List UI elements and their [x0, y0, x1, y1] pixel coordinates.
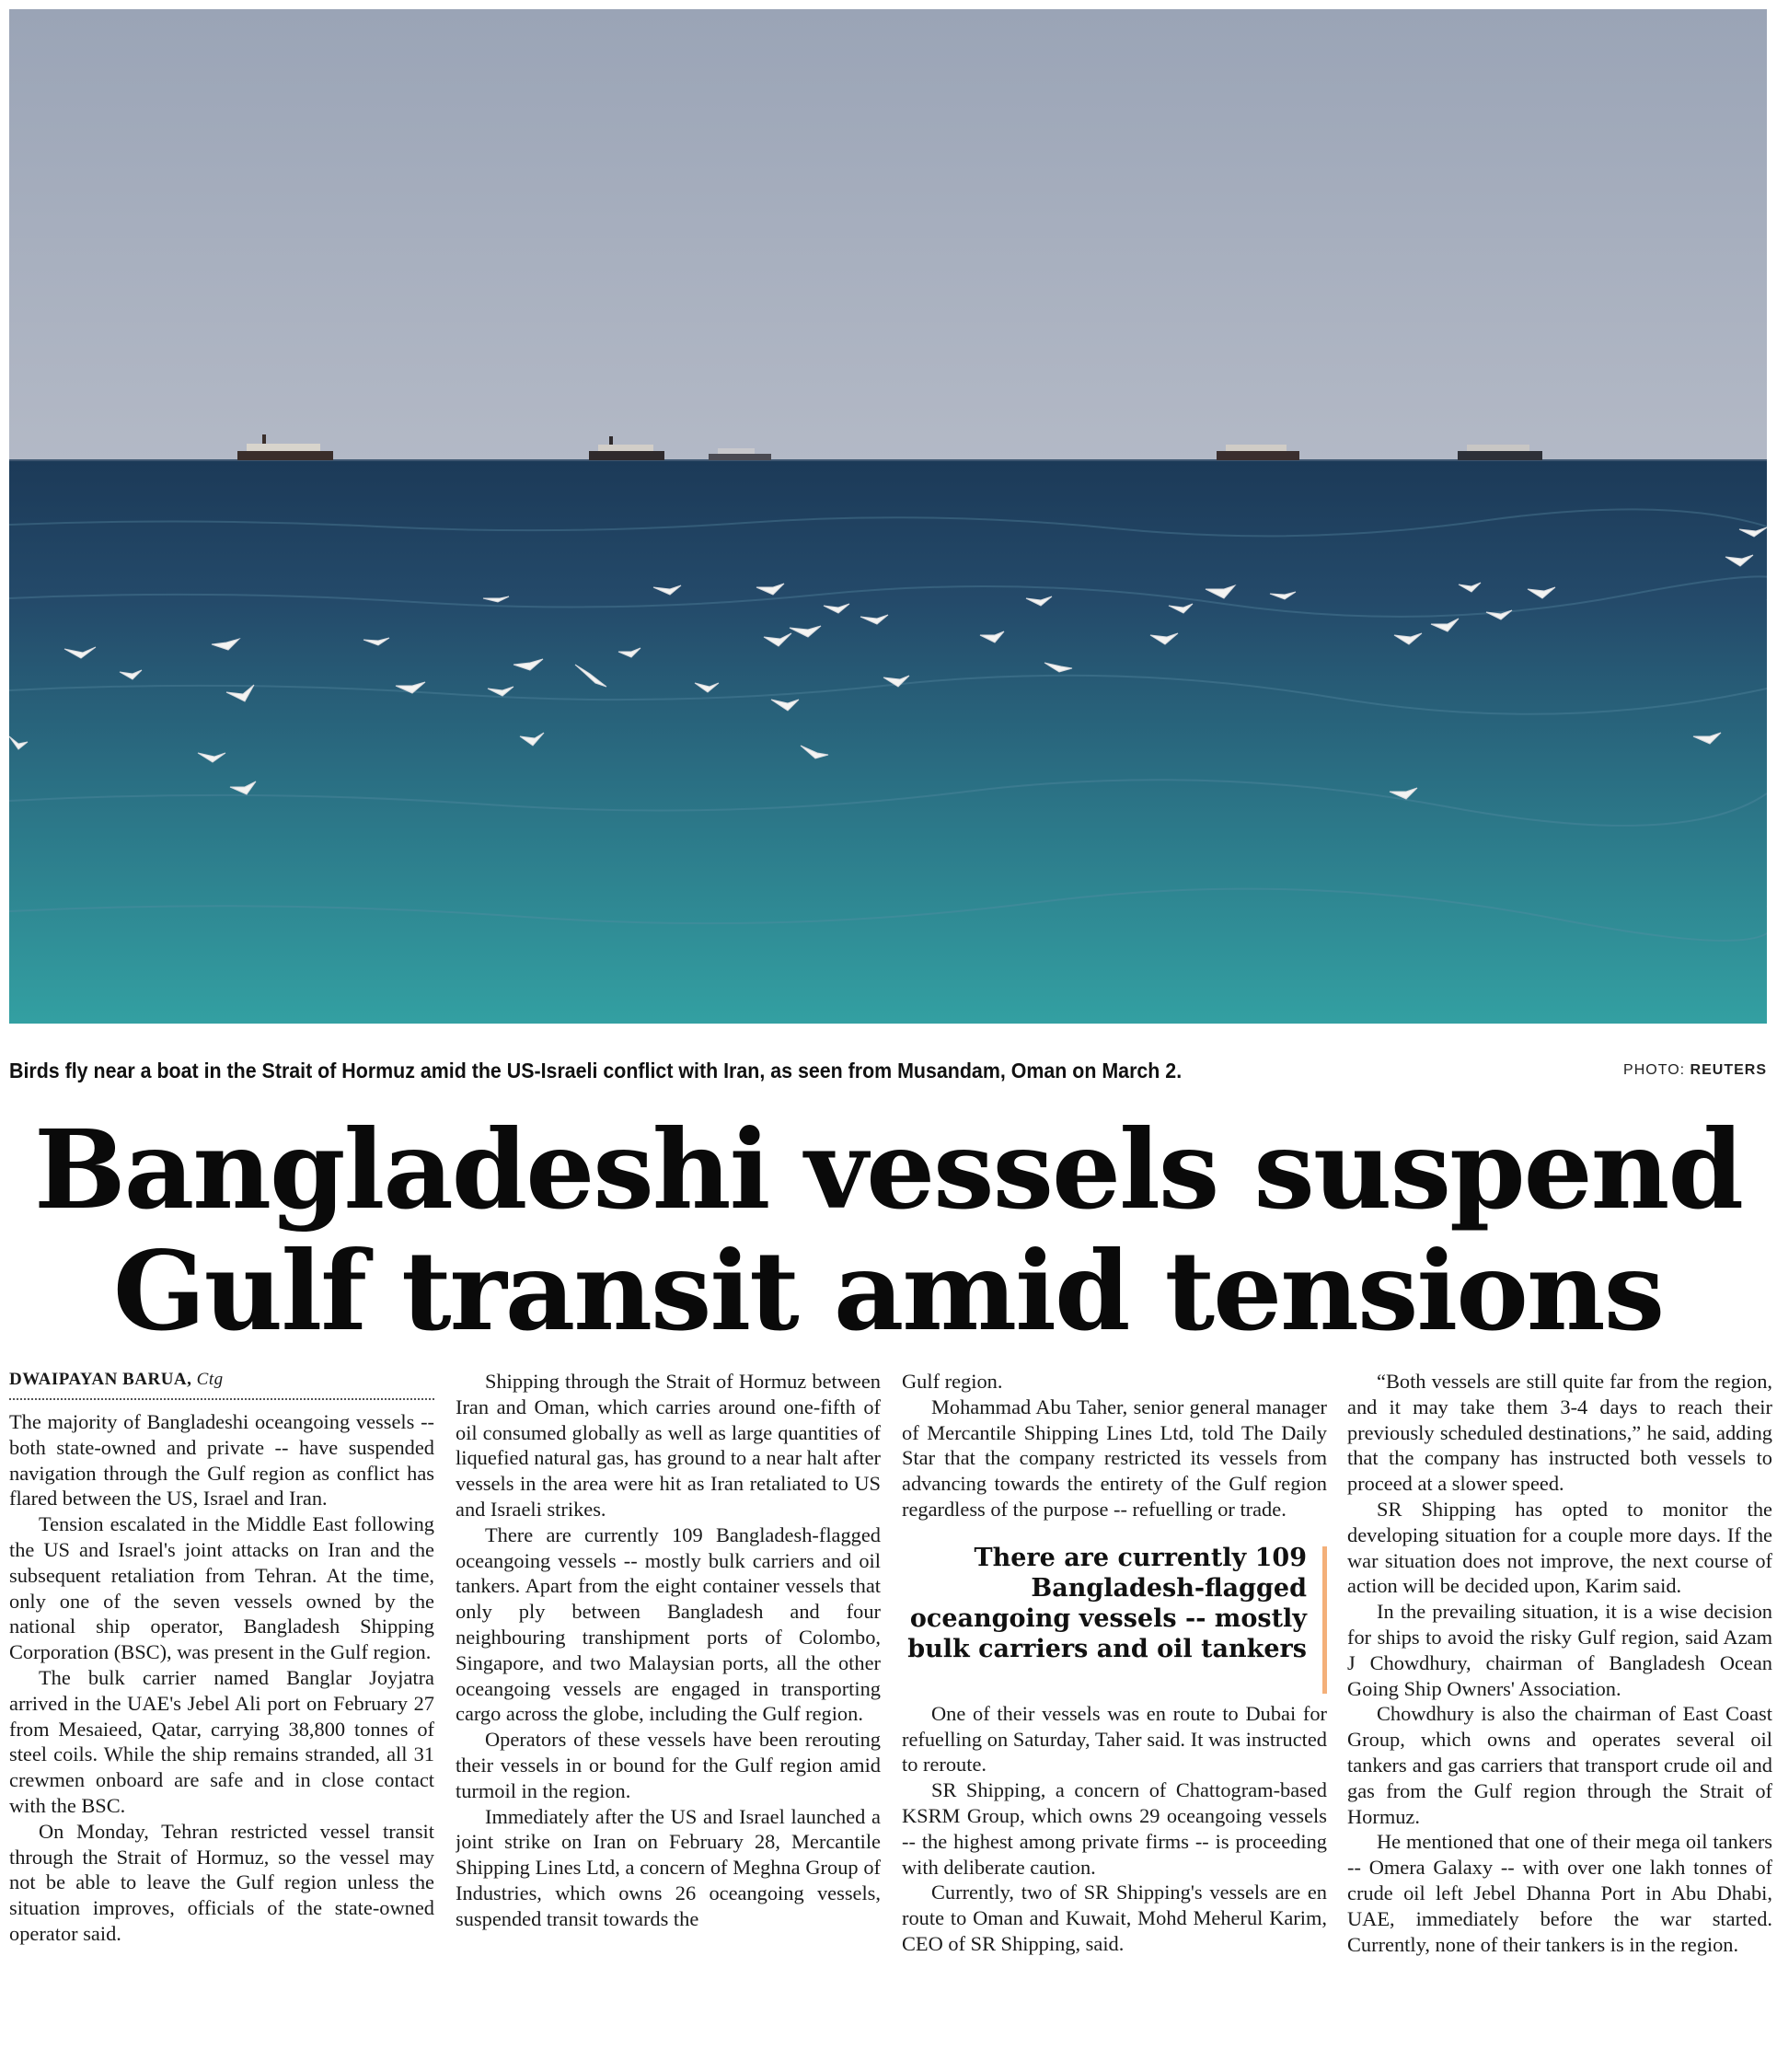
photo-credit-label: PHOTO:: [1623, 1062, 1686, 1078]
headline-line-2: Gulf transit amid tensions: [112, 1227, 1664, 1355]
paragraph: Currently, two of SR Shipping's vessels are en route to Oman and Kuwait, Mohd Meherul Karim, CEO of SR Shipping, said.: [902, 1881, 1327, 1955]
byline: [9, 1369, 434, 1400]
article-column-2: [456, 1369, 881, 2066]
paragraph: Immediately after the US and Israel launched a joint strike on Iran on February 28, Mercantile Shipping Lines Ltd, a concern of Meghna Group of Industries, which owns 26 oceangoing vessels, suspended transit towards the: [456, 1804, 881, 1930]
paragraph: “Both vessels are still quite far from the region, and it may take them 3-4 days to reach their previously scheduled destinations,” he said, adding that the company has instructed both vessels to proceed at a slower speed.: [1347, 1370, 1772, 1496]
paragraph: SR Shipping, a concern of Chattogram-based KSRM Group, which owns 29 oceangoing vessels -- the highest among private firms -- is proceeding with deliberate caution.: [902, 1778, 1327, 1879]
byline-location: Ctg: [196, 1370, 224, 1389]
paragraph: One of their vessels was en route to Dubai for refuelling on Saturday, Taher said. It was instructed to reroute.: [902, 1701, 1327, 1777]
paragraph: Operators of these vessels have been rerouting their vessels in or bound for the Gulf region amid turmoil in the region.: [456, 1728, 881, 1802]
paragraph: Mohammad Abu Taher, senior general manager of Mercantile Shipping Lines Ltd, told The Daily Star that the company restricted its vessels from advancing towards the entirety of the Gulf region regardless of the purpose -- refuelling or trade.: [902, 1395, 1327, 1521]
pull-quote: [902, 1543, 1327, 1664]
paragraph: The bulk carrier named Banglar Joyjatra arrived in the UAE's Jebel Ali port on February 27 from Mesaieed, Qatar, carrying 38,800 tonnes of steel coils. While the ship remains stranded, all 31 crewmen onboard are safe and in close contact with the BSC.: [9, 1665, 434, 1817]
paragraph: SR Shipping has opted to monitor the developing situation for a couple more days. If the war situation does not improve, the next course of action will be decided upon, Karim said.: [1347, 1497, 1772, 1598]
photo-credit-source: REUTERS: [1690, 1062, 1767, 1078]
paragraph: There are currently 109 Bangladesh-flagged oceangoing vessels -- mostly bulk carriers and oil tankers. Apart from the eight container vessels that only ply between Bangladesh and four neighbouring transhipment ports of Colombo, Singapore, and two Malaysian ports, all the other oceangoing vessels are engaged in transporting cargo across the globe, including the Gulf region.: [456, 1522, 881, 1726]
article-column-3: [902, 1369, 1327, 2066]
photo-caption: Birds fly near a boat in the Strait of Hormuz amid the US-Israeli conflict with Iran, as seen from Musandam, Oman on March 2.: [9, 1059, 1183, 1082]
photo-seascape: [9, 9, 1767, 1024]
byline-author: DWAIPAYAN BARUA,: [9, 1370, 192, 1389]
paragraph: On Monday, Tehran restricted vessel transit through the Strait of Hormuz, so the vessel may not be able to leave the Gulf region unless the situation improves, officials of the state-owned operator said.: [9, 1819, 434, 1945]
headline: [9, 1105, 1767, 1355]
article-column-4: [1347, 1369, 1772, 2066]
news-photo: [9, 9, 1767, 1024]
paragraph: Chowdhury is also the chairman of East Coast Group, which owns and operates several oil tankers and gas carriers that transport crude oil and gas from the Gulf region through the Strait of Hormuz.: [1347, 1702, 1772, 1828]
paragraph: Gulf region.: [902, 1370, 1003, 1393]
photo-caption-bar: [9, 1059, 1767, 1088]
photo-credit: [1623, 1062, 1767, 1079]
paragraph: He mentioned that one of their mega oil tankers -- Omera Galaxy -- with over one lakh tonnes of crude oil left Jebel Dhanna Port in Abu Dhabi, UAE, immediately before the war started. Currently, none of their tankers is in the region.: [1347, 1830, 1772, 1956]
article-column-1: [9, 1369, 434, 2066]
paragraph: Tension escalated in the Middle East following the US and Israel's joint attacks on Iran and the subsequent retaliation from Tehran. At the time, only one of the seven vessels owned by the national ship operator, Bangladesh Shipping Corporation (BSC), was present in the Gulf region.: [9, 1512, 434, 1664]
paragraph: In the prevailing situation, it is a wise decision for ships to avoid the risky Gulf region, said Azam J Chowdhury, chairman of Bangladesh Ocean Going Ship Owners' Association.: [1347, 1600, 1772, 1700]
paragraph: Shipping through the Strait of Hormuz between Iran and Oman, which carries around one-fifth of oil consumed globally as well as large quantities of liquefied natural gas, has ground to a near halt after vessels in the area were hit as Iran retaliated to US and Israeli strikes.: [456, 1370, 881, 1521]
paragraph: The majority of Bangladeshi oceangoing vessels -- both state-owned and private -- have suspended navigation through the Gulf region as conflict has flared between the US, Israel and Iran.: [9, 1410, 434, 1511]
pull-quote-bar: [1322, 1546, 1327, 1694]
pull-quote-text: There are currently 109 Bangladesh-flagged oceangoing vessels -- mostly bulk carriers and oil tankers: [907, 1543, 1307, 1663]
headline-line-1: Bangladeshi vessels suspend: [34, 1105, 1742, 1233]
